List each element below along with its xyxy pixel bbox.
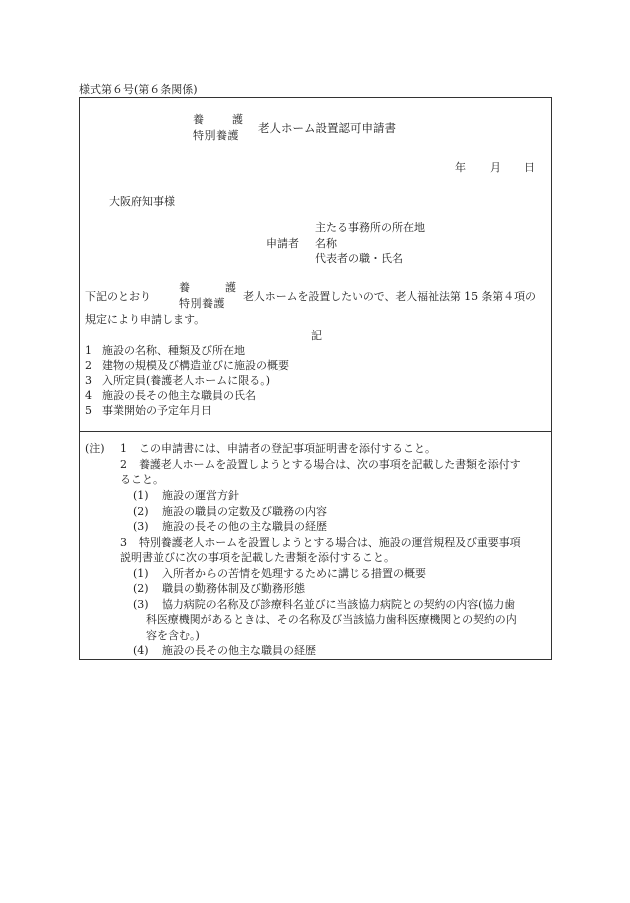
sub-number: (2) xyxy=(133,582,149,595)
note-text: 特別養護老人ホームを設置しようとする場合は、施設の運営規程及び重要事項 xyxy=(139,536,521,549)
notes-box xyxy=(79,431,552,660)
statement-prefix: 下記のとおり xyxy=(85,290,151,303)
page-title: 老人ホーム設置認可申請書 xyxy=(258,121,396,135)
item-number: 2 xyxy=(85,359,92,372)
addressee: 大阪府知事様 xyxy=(109,195,175,208)
note-number: 2 xyxy=(120,458,127,471)
sub-text: 施設の長その他の主な職員の経歴 xyxy=(162,520,327,533)
note-number: 3 xyxy=(120,536,127,549)
sub-text: 協力病院の名称及び診療科名並びに当該協力病院との契約の内容(協力歯 xyxy=(162,598,515,611)
statement-option-2: 特別養護 xyxy=(179,297,225,310)
sub-number: (2) xyxy=(133,505,149,518)
sub-text: 入所者からの苦情を処理するために講じる措置の概要 xyxy=(162,567,426,580)
notes-label: (注) xyxy=(85,442,105,455)
statement-option-1b: 護 xyxy=(225,281,236,294)
sub-text: 容を含む。) xyxy=(146,629,200,642)
item-number: 4 xyxy=(85,389,92,402)
note-number: 1 xyxy=(120,442,127,455)
statement-text-1: 老人ホームを設置したいので、老人福祉法第 15 条第４項の xyxy=(243,290,536,303)
item-text: 施設の名称、種類及び所在地 xyxy=(102,344,245,357)
note-text: 説明書並びに次の事項を記載した書類を添付すること。 xyxy=(120,551,395,564)
item-number: 3 xyxy=(85,374,92,387)
statement-option-1a: 養 xyxy=(179,281,190,294)
form-label: 様式第６号(第６条関係) xyxy=(79,83,198,96)
sub-text: 施設の運営方針 xyxy=(162,489,239,502)
item-number: 5 xyxy=(85,404,92,417)
note-text: この申請書には、申請者の登記事項証明書を添付すること。 xyxy=(139,442,436,455)
sub-number: (1) xyxy=(133,489,149,502)
sub-text: 科医療機関があるときは、その名称及び当該協力歯科医療機関との契約の内 xyxy=(146,613,517,626)
item-text: 施設の長その他主な職員の氏名 xyxy=(102,389,256,402)
item-text: 入所定員(養護老人ホームに限る。) xyxy=(102,374,271,387)
item-number: 1 xyxy=(85,344,92,357)
applicant-name-label: 名称 xyxy=(315,237,337,250)
sub-number: (1) xyxy=(133,567,149,580)
sub-number: (3) xyxy=(133,598,149,611)
title-option-2: 特別養護 xyxy=(193,129,239,142)
sub-number: (3) xyxy=(133,520,149,533)
sub-text: 職員の勤務体制及び勤務形態 xyxy=(162,582,305,595)
applicant-rep-label: 代表者の職・氏名 xyxy=(315,252,403,265)
item-text: 建物の規模及び構造並びに施設の概要 xyxy=(102,359,289,372)
title-option-1a: 養 xyxy=(193,113,204,126)
sub-number: (4) xyxy=(133,644,149,657)
title-option-1b: 護 xyxy=(232,113,243,126)
date-month: 月 xyxy=(490,161,501,174)
ki-heading: 記 xyxy=(311,329,322,342)
item-text: 事業開始の予定年月日 xyxy=(102,404,212,417)
sub-text: 施設の職員の定数及び職務の内容 xyxy=(162,505,327,518)
applicant-label: 申請者 xyxy=(266,237,299,250)
note-text: ること。 xyxy=(120,473,164,486)
sub-text: 施設の長その他主な職員の経歴 xyxy=(162,644,316,657)
application-box xyxy=(79,97,552,432)
note-text: 養護老人ホームを設置しようとする場合は、次の事項を記載した書類を添付す xyxy=(139,458,521,471)
date-year: 年 xyxy=(455,161,466,174)
date-day: 日 xyxy=(524,161,535,174)
statement-text-2: 規定により申請します。 xyxy=(85,313,206,326)
applicant-address-label: 主たる事務所の所在地 xyxy=(315,221,425,234)
